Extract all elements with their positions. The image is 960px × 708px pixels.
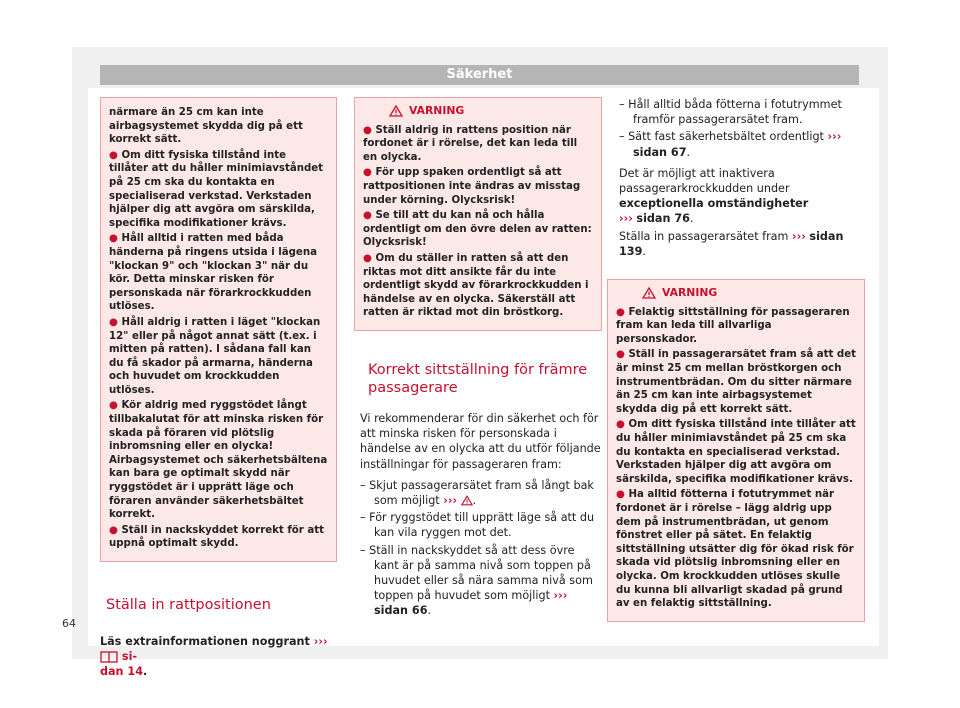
instruction-item: – Ställ in nackskyddet så att dess övre kant är på samma nivå som toppen på huvudet eller så nära samma nivå som toppen på huvudet som möjligt ››› sidan 66. <box>360 543 593 618</box>
warning-box <box>354 97 602 331</box>
page-link[interactable]: sidan 139 <box>619 229 844 258</box>
bullet-icon: ● <box>109 400 122 412</box>
page-link[interactable]: sidan 76 <box>636 212 690 226</box>
warning-item: ● Håll aldrig i ratten i läget "klockan 12" eller på något annat sätt (t.ex. i mitten på ratten). I sådana fall kan du få skador på armarna, händerna och huvudet om krockkudden utlöses. <box>109 316 321 396</box>
warning-item: ● Ställ in passagerarsätet fram så att det är minst 25 cm mellan bröstkorgen och instrumentbrädan. Om du sitter närmare än 25 cm kan inte airbagsystemet skydda dig på ett korrekt sätt. <box>616 349 856 415</box>
warning-item: ● Se till att du kan nå och hålla ordentligt om den övre delen av ratten: Olycksrisk! <box>363 210 592 249</box>
warning-header <box>363 104 593 118</box>
warning-item: ● Ha alltid fötterna i fotutrymmet när fordonet är i rörelse – lägg aldrig upp dem på instrumentbrädan, ut genom fönstret eller på sätet. En felaktig sittställning utsätter dig för ökad risk för skada vid plötslig inbromsning eller en olycka. Om krockkudden utlöses skulle du kunna bli allvarligt skadad på grund av en felaktig sittställning. <box>616 489 854 610</box>
page-link[interactable]: dan 14 <box>100 665 143 679</box>
warning-item: ● Håll alltid i ratten med båda händerna på ringens utsida i lägena "klockan 9" och "klockan 3" när du kör. Detta minskar risken för personskada när förarkrockkudden utlöses. <box>109 233 317 313</box>
warning-intro: närmare än 25 cm kan inte airbagsystemet skydda dig på ett korrekt sätt. <box>109 107 303 146</box>
bullet-icon: ● <box>616 419 629 431</box>
instruction-item: – För ryggstödet till upprätt läge så att du kan vila ryggen mot det. <box>360 511 595 540</box>
warning-item: ● Om du ställer in ratten så att den riktas mot ditt ansikte får du inte ordentligt skydd av förarkrockkudden i händelse av en olycka. Säkerställ att ratten är riktad mot din bröstkorg. <box>363 252 589 319</box>
warning-item: ● Ställ aldrig in rattens position när fordonet är i rörelse, det kan leda till en olycka. <box>363 124 578 163</box>
warning-header <box>616 286 856 300</box>
instruction-item: – Sätt fast säkerhetsbältet ordentligt ››› sidan 67. <box>619 130 842 159</box>
page-link[interactable]: sidan 66 <box>374 604 428 618</box>
warning-item: ● Kör aldrig med ryggstödet långt tillbakalutat för att minska risken för skada på föraren vid plötslig inbromsning eller en olycka! Airbagsystemet och säkerhetsbältena kan bara ge optimalt skydd när ryggstödet är i upprätt läge och föraren använder säkerhetsbältet korrekt. <box>109 400 328 521</box>
instruction-item: – Håll alltid båda fötterna i fotutrymmet framför passagerarsätet fram. <box>619 98 842 127</box>
warning-item: ● Om ditt fysiska tillstånd inte tillåter att du håller minimiavståndet på 25 cm ska du kontakta en specialiserad verkstad. Verkstaden hjälper dig att avgöra om särskilda, specifika modifikationer krävs. <box>616 419 856 485</box>
bullet-icon: ● <box>363 252 376 264</box>
bullet-icon: ● <box>616 489 629 501</box>
warning-item: ● Ställ in nackskyddet korrekt för att uppnå optimalt skydd. <box>109 524 324 550</box>
warning-box-continued <box>100 97 337 562</box>
warning-icon <box>642 287 656 299</box>
bullet-icon: ● <box>363 210 376 222</box>
bullet-icon: ● <box>616 306 629 318</box>
section-title-passenger: Korrekt sittställning för främre passagerare <box>368 361 588 396</box>
steering-text: Läs extrainformationen noggrant ››› si- dan 14. <box>100 635 328 679</box>
warning-icon <box>389 105 403 117</box>
warning-icon <box>461 495 473 506</box>
instruction-item: – Skjut passagerarsätet fram så långt bak som möjligt ››› . <box>360 478 594 507</box>
deactivate-paragraph: Det är möjligt att inaktivera passagerarkrockkudden under exceptionella omständigheter ››› sidan 76. <box>619 166 809 226</box>
warning-label: VARNING <box>409 104 465 117</box>
section-title-steering: Ställa in rattpositionen <box>106 597 271 613</box>
bullet-icon: ● <box>109 233 122 245</box>
bullet-icon: ● <box>363 167 376 179</box>
column-2 <box>354 97 602 621</box>
column-3 <box>607 97 865 622</box>
warning-item: ● För upp spaken ordentligt så att rattpositionen inte ändras av misstag under körning. Olycksrisk! <box>363 167 581 206</box>
bullet-icon: ● <box>109 524 122 536</box>
warning-label: VARNING <box>662 286 718 300</box>
warning-item: ● Felaktig sittställning för passageraren fram kan leda till allvarliga personskador. <box>616 306 850 345</box>
column-1 <box>100 97 337 680</box>
page-link[interactable]: si- <box>121 650 138 664</box>
warning-box <box>607 279 865 622</box>
bullet-icon: ● <box>616 349 629 361</box>
seat-adjust-paragraph: Ställa in passagerarsätet fram ››› sidan 139. <box>619 229 844 258</box>
bullet-icon: ● <box>109 316 122 328</box>
page-number: 64 <box>62 617 76 630</box>
book-icon <box>100 651 118 663</box>
bullet-icon: ● <box>363 124 376 136</box>
page-link[interactable]: sidan 67 <box>633 145 687 159</box>
page-header: Säkerhet <box>100 65 859 85</box>
bullet-icon: ● <box>109 149 122 161</box>
passenger-intro: Vi rekommenderar för din säkerhet och för att minska risken för personskada i händelse av en olycka att du utför följande inställningar för passageraren fram: <box>360 411 601 471</box>
warning-item: ● Om ditt fysiska tillstånd inte tillåter att du håller minimiavståndet på 25 cm ska du kontakta en specialiserad verkstad. Verkstaden hjälper dig att avgöra om särskilda, specifika modifikationer krävs. <box>109 149 324 229</box>
